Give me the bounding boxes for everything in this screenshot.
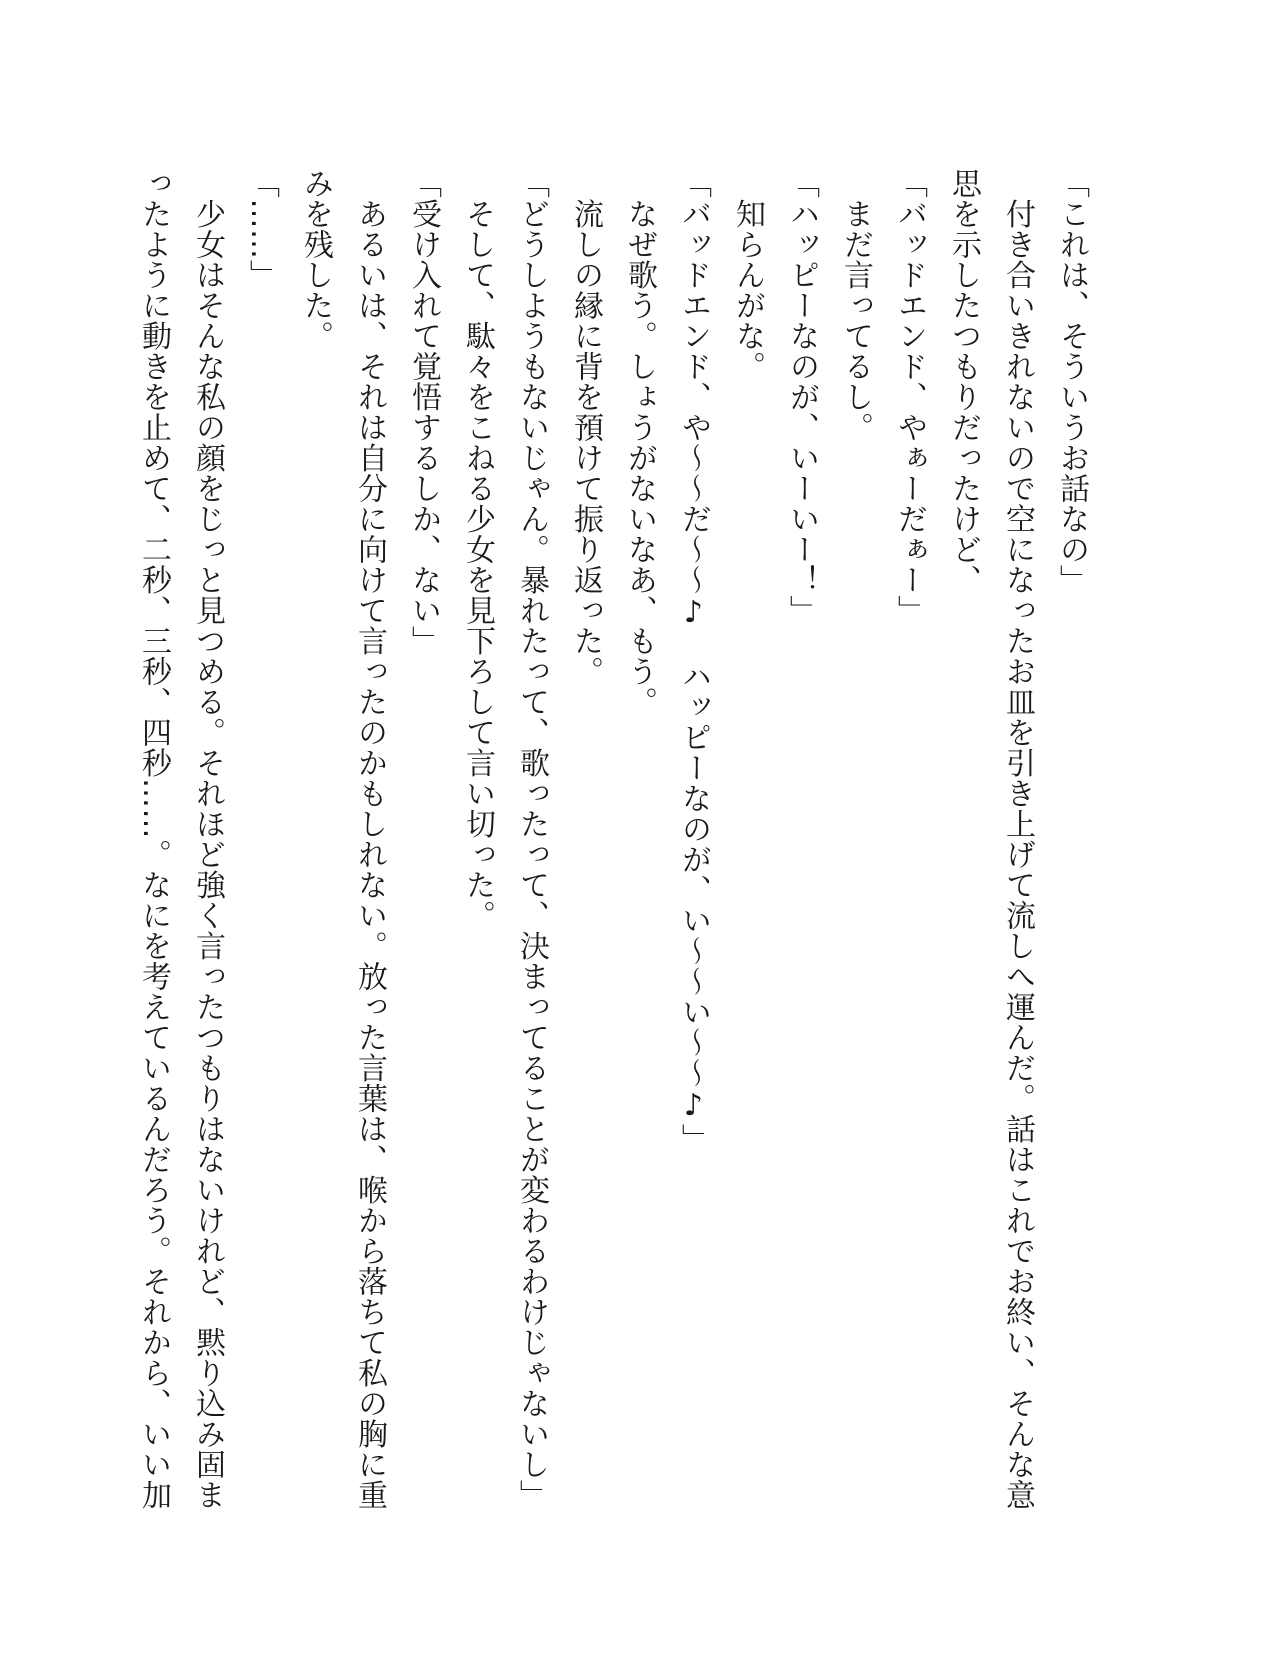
text-line: 流しの縁に背を預けて振り返った。 bbox=[568, 168, 603, 687]
text-line: 「バッドエンド、や〜〜だ〜〜♪ ハッピーなのが、い〜〜い〜〜♪」 bbox=[676, 168, 711, 1154]
text-line: みを残した。 bbox=[298, 168, 333, 351]
text-line: そして、駄々をこねる少女を見下ろして言い切った。 bbox=[460, 168, 495, 931]
text-line: 「……」 bbox=[244, 168, 279, 290]
text-line: 思を示したつもりだったけど、 bbox=[946, 168, 981, 595]
text-line: 付き合いきれないので空になったお皿を引き上げて流しへ運んだ。話はこれでお終い、そんな意 bbox=[1000, 168, 1035, 1510]
text-line: 少女はそんな私の顔をじっと見つめる。それほど強く言ったつもりはないけれど、黙り込み固ま bbox=[190, 168, 225, 1510]
text-line: ったように動きを止めて、二秒、三秒、四秒……。なにを考えているんだろう。それから、いい加 bbox=[136, 168, 171, 1510]
text-line: 「受け入れて覚悟するしか、ない」 bbox=[406, 168, 441, 656]
text-line: 知らんがな。 bbox=[730, 168, 765, 382]
text-line: まだ言ってるし。 bbox=[838, 168, 873, 443]
text-line: 「これは、そういうお話なの」 bbox=[1054, 168, 1089, 595]
vertical-text-block bbox=[126, 168, 1098, 1518]
text-line: 「ハッピーなのが、いーいー！」 bbox=[784, 168, 819, 626]
text-line: あるいは、それは自分に向けて言ったのかもしれない。放った言葉は、喉から落ちて私の胸に重 bbox=[352, 168, 387, 1510]
text-line: 「どうしようもないじゃん。暴れたって、歌ったって、決まってることが変わるわけじゃないし」 bbox=[514, 168, 549, 1510]
text-line: なぜ歌う。しょうがないなあ、もう。 bbox=[622, 168, 657, 717]
text-line: 「バッドエンド、やぁーだぁー」 bbox=[892, 168, 927, 626]
